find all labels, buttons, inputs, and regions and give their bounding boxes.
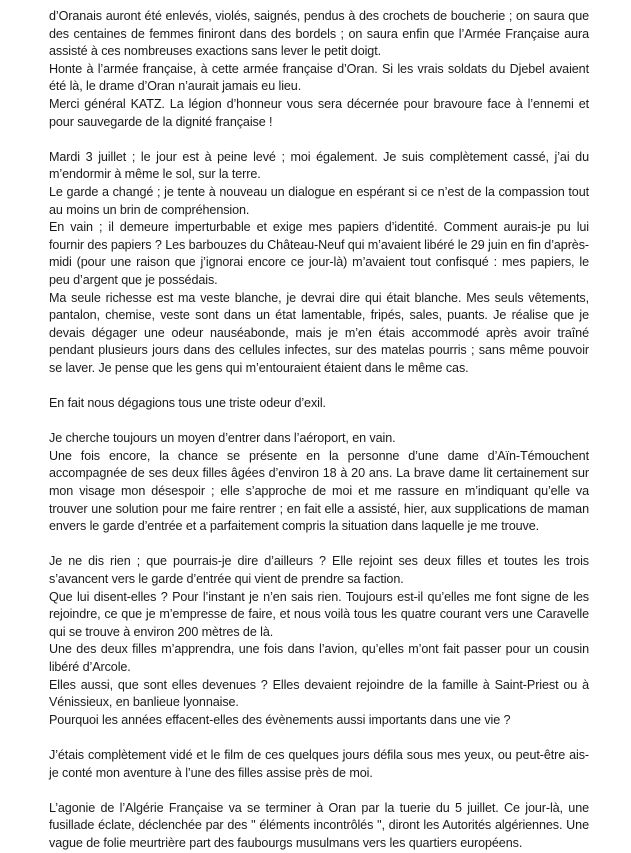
document-page <box>49 8 589 853</box>
paragraph-block <box>49 800 589 853</box>
paragraph-block <box>49 553 589 729</box>
paragraph-block <box>49 747 589 782</box>
paragraph: Honte à l’armée française, à cette armée française d’Oran. Si les vrais soldats du Djebel avaient été là, le drame d’Oran n’aurait jamais eu lieu. <box>49 61 589 94</box>
paragraph: Je ne dis rien ; que pourrais-je dire d’ailleurs ? Elle rejoint ses deux filles et toutes les trois s’avancent vers le garde d’entrée qui vient de prendre sa faction. <box>49 554 589 586</box>
paragraph: L’agonie de l’Algérie Française va se terminer à Oran par la tuerie du 5 juillet. Ce jour-là, une fusillade éclate, déclenchée par des " éléments incontrôlés ", diront les Autorités algériennes. Une vague de folie meurtrière part des faubourgs musulmans vers les quartiers européens. <box>49 800 589 850</box>
paragraph: En fait nous dégagions tous une triste odeur d’exil. <box>49 396 326 411</box>
paragraph: Que lui disent-elles ? Pour l’instant je n’en sais rien. Toujours est-il qu’elles me font signe de les rejoindre, ce que je m’empresse de faire, et nous voilà tous les quatre courant vers une Caravelle qui se trouve à environ 200 mètres de là. <box>49 589 589 639</box>
paragraph: Merci général KATZ. La légion d’honneur vous sera décernée pour bravoure face à l’ennemi et pour sauvegarde de la dignité française ! <box>49 96 589 129</box>
paragraph-block <box>49 149 589 378</box>
paragraph-block <box>49 8 589 131</box>
paragraph-block <box>49 430 589 536</box>
blank-line <box>49 413 589 431</box>
blank-line <box>49 377 589 395</box>
paragraph: Pourquoi les années effacent-elles des évènements aussi importants dans une vie ? <box>49 712 511 727</box>
paragraph: Une des deux filles m’apprendra, une fois dans l’avion, qu’elles m’ont fait passer pour un cousin libéré d’Arcole. <box>49 642 589 674</box>
blank-line <box>49 131 589 149</box>
paragraph: Le garde a changé ; je tente à nouveau un dialogue en espérant si ce n’est de la compassion tout au moins un brin de compréhension. <box>49 184 589 217</box>
paragraph: En vain ; il demeure imperturbable et exige mes papiers d’identité. Comment aurais-je pu lui fournir des papiers ? Les barbouzes du Château-Neuf qui m’avaient libéré le 29 juin en fin d’après-midi (pour une raison que j’ignorai encore ce jour-là) m’avaient tout confisqué : mes papiers, le peu d’argent que je possédais. <box>49 220 589 287</box>
blank-line <box>49 729 589 747</box>
paragraph-block <box>49 395 589 413</box>
paragraph: Mardi 3 juillet ; le jour est à peine levé ; moi également. Je suis complètement cassé, j’ai du m’endormir à même le sol, sur la terre. <box>49 149 589 182</box>
paragraph: Ma seule richesse est ma veste blanche, je devrai dire qui était blanche. Mes seuls vêtements, pantalon, chemise, veste sont dans un état lamentable, fripés, sales, puants. Je réalise que je devais dégager une odeur nauséabonde, mais je m’en étais accommodé après avoir traîné pendant plusieurs jours dans des cellules infectes, sur des matelas pourris ; sans même pouvoir se laver. Je pense que les gens qui m’entouraient étaient dans le même cas. <box>49 290 589 375</box>
paragraph: Une fois encore, la chance se présente en la personne d’une dame d’Aïn-Témouchent accompagnée de ses deux filles âgées d’environ 18 à 20 ans. La brave dame lit certainement sur mon visage mon désespoir ; elle s’approche de moi et me rassure en m’indiquant qu’elle va trouver une solution pour me faire rentrer ; en fait elle a assisté, hier, aux supplications de maman envers le garde d’entrée et a parfaitement compris la situation dans laquelle je me trouve. <box>49 448 589 534</box>
blank-line <box>49 782 589 800</box>
paragraph: J’étais complètement vidé et le film de ces quelques jours défila sous mes yeux, ou peut-être ais-je conté mon aventure à l’une des filles assise près de moi. <box>49 747 589 780</box>
paragraph: Je cherche toujours un moyen d’entrer dans l’aéroport, en vain. <box>49 431 396 446</box>
blank-line <box>49 536 589 554</box>
paragraph: d’Oranais auront été enlevés, violés, saignés, pendus à des crochets de boucherie ; on saura que des centaines de femmes finiront dans des bordels ; on saura enfin que l’Armée Française aura assisté à ces nombreuses exactions sans lever le petit doigt. <box>49 9 589 59</box>
paragraph: Elles aussi, que sont elles devenues ? Elles devaient rejoindre de la famille à Saint-Priest ou à Vénissieux, en banlieue lyonnaise. <box>49 677 589 710</box>
